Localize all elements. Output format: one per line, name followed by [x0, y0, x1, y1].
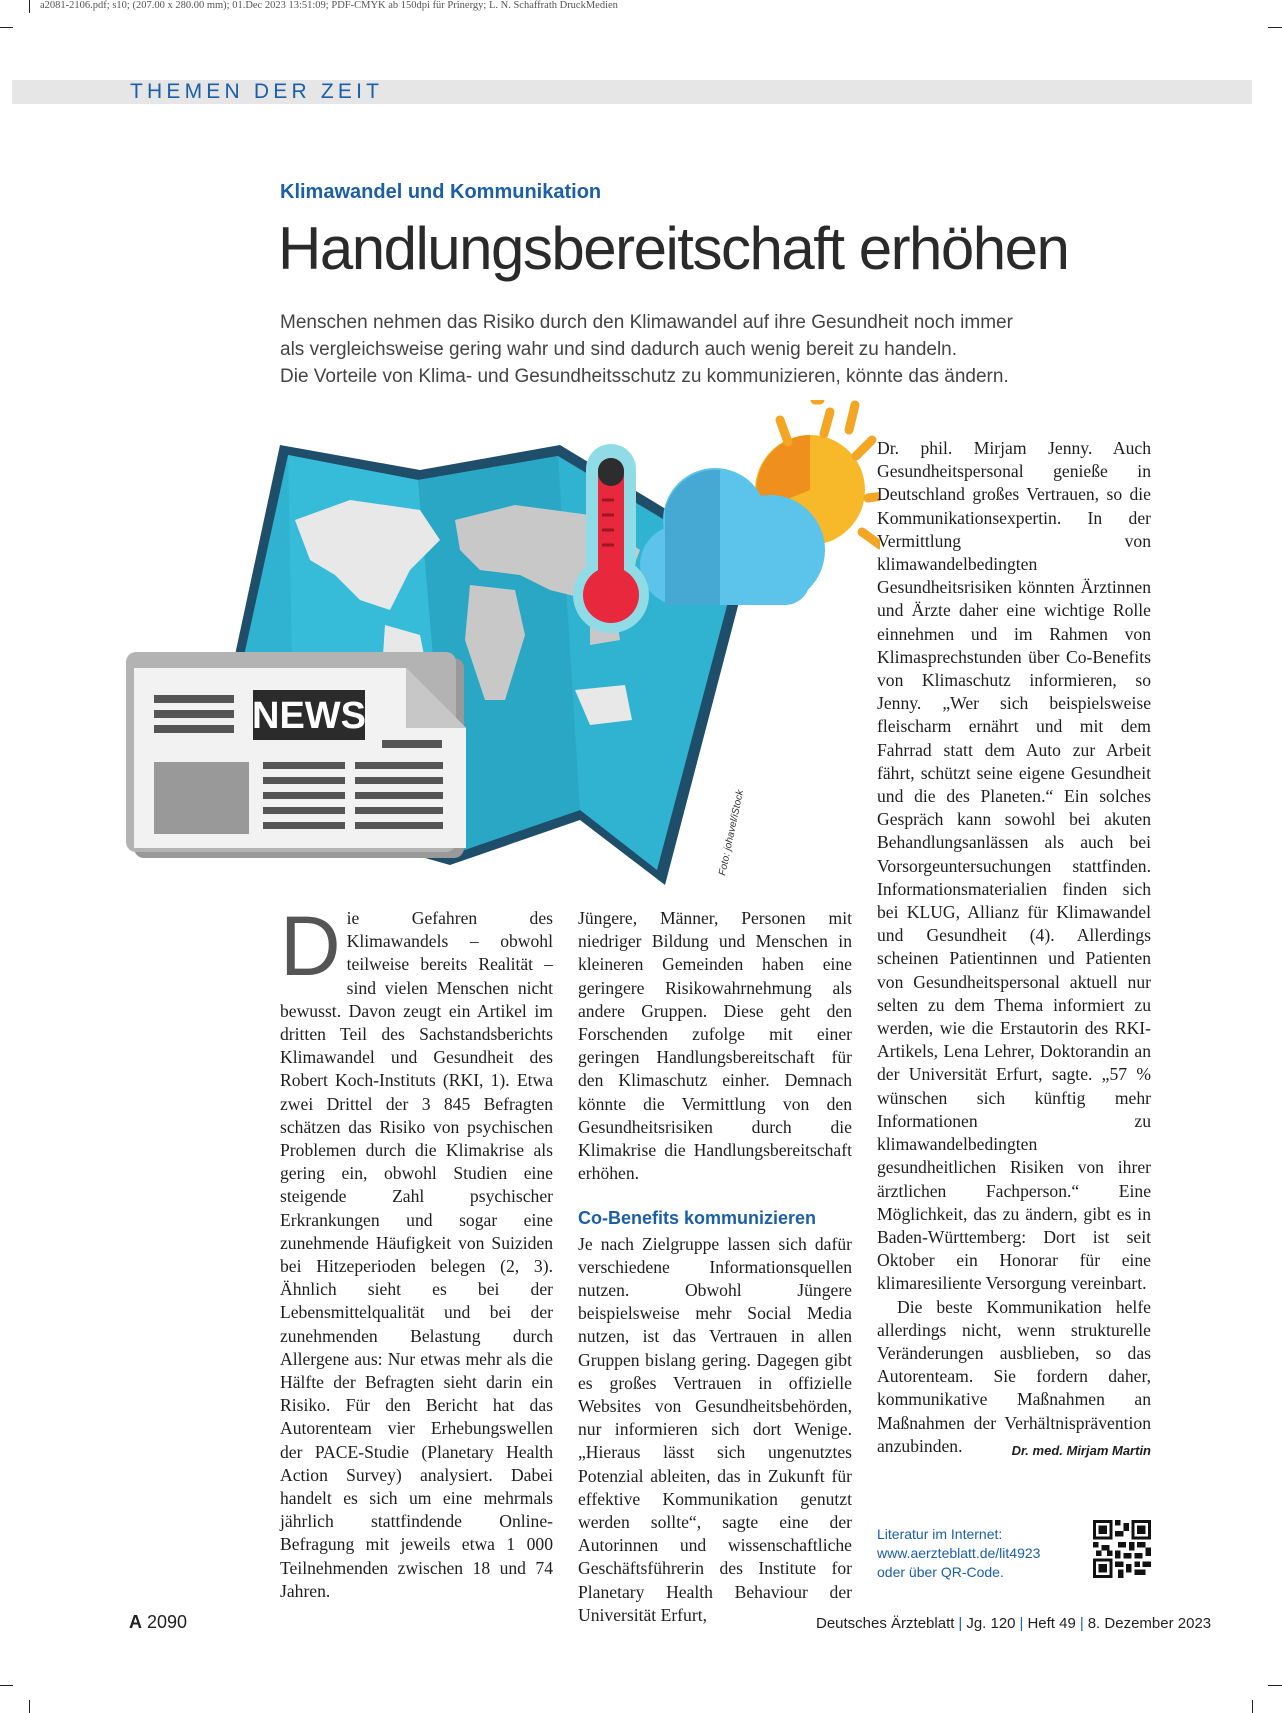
newspaper-icon	[126, 652, 466, 858]
page-prefix: A	[129, 1612, 142, 1632]
body-text: ie Gefahren des Klimawandels – obwohl teilweise bereits Realität – sind vielen Menschen nicht bewusst. Davon zeugt ein Artikel im dritten Teil des Sachstandsberichts Klimawandel und Gesundheit des Robert Koch-Instituts (RKI, 1). Etwa zwei Drittel der 3 845 Befragten schätzen das Risiko von psychischen Problemen durch die Klimakrise als gering ein, obwohl Studien eine steigende Zahl psychischer Erkrankungen und sogar eine zunehmende Häufigkeit von Suiziden bei Hitzeperioden belegen (2, 3). Ähnlich sieht es bei der Lebensmittelqualität und bei der zunehmenden Belastung durch Allergene aus: Nur etwas mehr als die Hälfte der Befragten sieht darin ein Risiko. Für den Bericht hat das Autorenteam vier Erhebungswellen der PACE-Studie (Planetary Health Action Survey) analysiert. Dabei handelt es sich um eine mehrmals jährlich stattfindende Online-Befragung mit jeweils etwa 1 000 Teilnehmenden zwischen 18 und 74 Jahren.	[280, 908, 553, 1601]
subheading: Co-Benefits kommunizieren	[578, 1208, 817, 1229]
crop-mark	[0, 1685, 13, 1686]
kicker: Klimawandel und Kommunikation	[280, 181, 602, 203]
crop-mark	[1268, 1685, 1282, 1686]
body-paragraph	[877, 437, 1151, 1296]
page-number-value: 2090	[147, 1612, 188, 1632]
lead-line: Menschen nehmen das Risiko durch den Klimawandel auf ihre Gesundheit noch immer	[280, 312, 1013, 333]
journal-name: Deutsches Ärzteblatt	[816, 1615, 955, 1632]
author-byline: Dr. med. Mirjam Martin	[1011, 1442, 1151, 1458]
reference-link[interactable]: www.aerzteblatt.de/lit4923	[877, 1545, 1041, 1561]
body-column-1	[280, 899, 553, 1603]
lead-line: Die Vorteile von Klima- und Gesundheitsschutz zu kommunizieren, könnte das ändern.	[280, 366, 1009, 387]
print-info: a2081-2106.pdf; s10; (207.00 x 280.00 mm); 01.Dec 2023 13:51:09; PDF-CMYK ab 150dpi für Prinergy; L. N. Schaffrath DruckMedien	[40, 0, 618, 11]
crop-mark	[29, 1700, 30, 1713]
lead-paragraph	[280, 309, 1080, 390]
body-paragraph	[877, 1296, 1151, 1458]
journal-date: 8. Dezember 2023	[1087, 1615, 1212, 1632]
body-paragraph: Jüngere, Männer, Personen mit niedriger Bildung und Menschen in kleineren Gemeinden haben eine geringere Risikowahrnehmung als andere Gruppen. Diese geht den Forschenden zufolge mit einer geringen Handlungsbereitschaft für den Klimaschutz einher. Demnach könnte die Vermittlung von den Gesundheitsrisiken durch die Klimakrise die Handlungsbereitschaft erhöhen.	[578, 908, 852, 1184]
climate-news-illustration	[120, 400, 880, 900]
body-paragraph	[280, 899, 553, 1603]
crop-mark	[0, 27, 13, 28]
reference-line: Literatur im Internet:	[877, 1526, 1003, 1542]
page-number	[129, 1612, 187, 1633]
journal-footer: Deutsches Ärzteblatt | Jg. 120 | Heft 49 | 8. Dezember 2023	[816, 1615, 1212, 1632]
body-text: Dr. phil. Mirjam Jenny. Auch Gesundheitspersonal genieße in Deutschland großes Vertrauen, so die Kommunikationsexpertin. In der Vermittlung von klimawandelbedingten Gesundheitsrisiken könnten Ärztinnen und Ärzte daher eine wichtige Rolle einnehmen und im Rahmen von Klimasprechstunden über Co-Benefits von Klimaschutz informieren, so Jenny. „Wer sich beispielsweise fleischarm ernährt und mit dem Fahrrad statt dem Auto zur Arbeit fährt, schützt seine eigene Gesundheit und die des Planeten.“ Ein solches Gespräch kann sowohl bei akuten Behandlungsanlässen als auch bei Vorsorgeuntersuchungen stattfinden. Informationsmaterialien finden sich bei KLUG, Allianz für Klimawandel und Gesundheit (4). Allerdings scheinen Patientinnen und Patienten von Gesundheitspersonal aktuell nur selten zu dem Thema informiert zu werden, wie die Erstautorin des RKI-Artikels, Lena Lehrer, Doktorandin an der Universität Erfurt, sagte. „57 % wünschen sich künftig mehr Informationen zu klimawandelbedingten gesundheitlichen Risiken von ihrer ärztlichen Fachperson.“ Eine Möglichkeit, das zu ändern, gibt es in Baden-Württemberg: Dort ist seit Oktober ein Honorar für eine klimaresiliente Versorgung vereinbart.	[877, 438, 1151, 1294]
drop-cap: D	[280, 899, 341, 993]
literature-reference	[877, 1525, 1040, 1582]
newspaper-label: NEWS	[252, 695, 366, 737]
body-text: Die beste Kommunikation helfe allerdings nicht, wenn strukturelle Veränderungen ausblieben, so das Autorenteam. Sie fordern daher, kommunikative Maßnahmen an Maßnahmen der Verhältnisprävention anzubinden.	[877, 1296, 1151, 1456]
body-paragraph: Je nach Zielgruppe lassen sich dafür verschiedene Informationsquellen nutzen. Obwohl Jüngere beispielsweise mehr Social Media nutzen, ist das Vertrauen in allen Gruppen bislang gering. Dagegen gibt es großes Vertrauen in offizielle Websites von Gesundheitsbehörden, nur informieren sich dort Wenige. „Hieraus lässt sich ungenutztes Potenzial ableiten, das in Zukunft für effektive Kommunikation genutzt werden sollte“, sagte eine der Autorinnen und wissenschaftliche Geschäftsführerin des Institute for Planetary Health Behaviour der Universität Erfurt,	[578, 1233, 852, 1625]
journal-issue: Heft 49	[1027, 1615, 1076, 1632]
qr-code-icon[interactable]	[1093, 1520, 1151, 1578]
body-column-2	[578, 907, 852, 1627]
crop-mark	[29, 0, 30, 13]
journal-volume: Jg. 120	[966, 1615, 1016, 1632]
crop-mark	[1268, 27, 1282, 28]
photo-credit: Foto: johavel/iStock	[717, 788, 747, 877]
crop-mark	[1252, 1700, 1253, 1713]
lead-line: als vergleichsweise gering wahr und sind dadurch auch wenig bereit zu handeln.	[280, 339, 958, 360]
section-label: THEMEN DER ZEIT	[130, 80, 384, 103]
reference-line: oder über QR-Code.	[877, 1564, 1004, 1580]
headline: Handlungsbereitschaft erhöhen	[278, 215, 1069, 282]
body-column-3	[877, 437, 1151, 1462]
